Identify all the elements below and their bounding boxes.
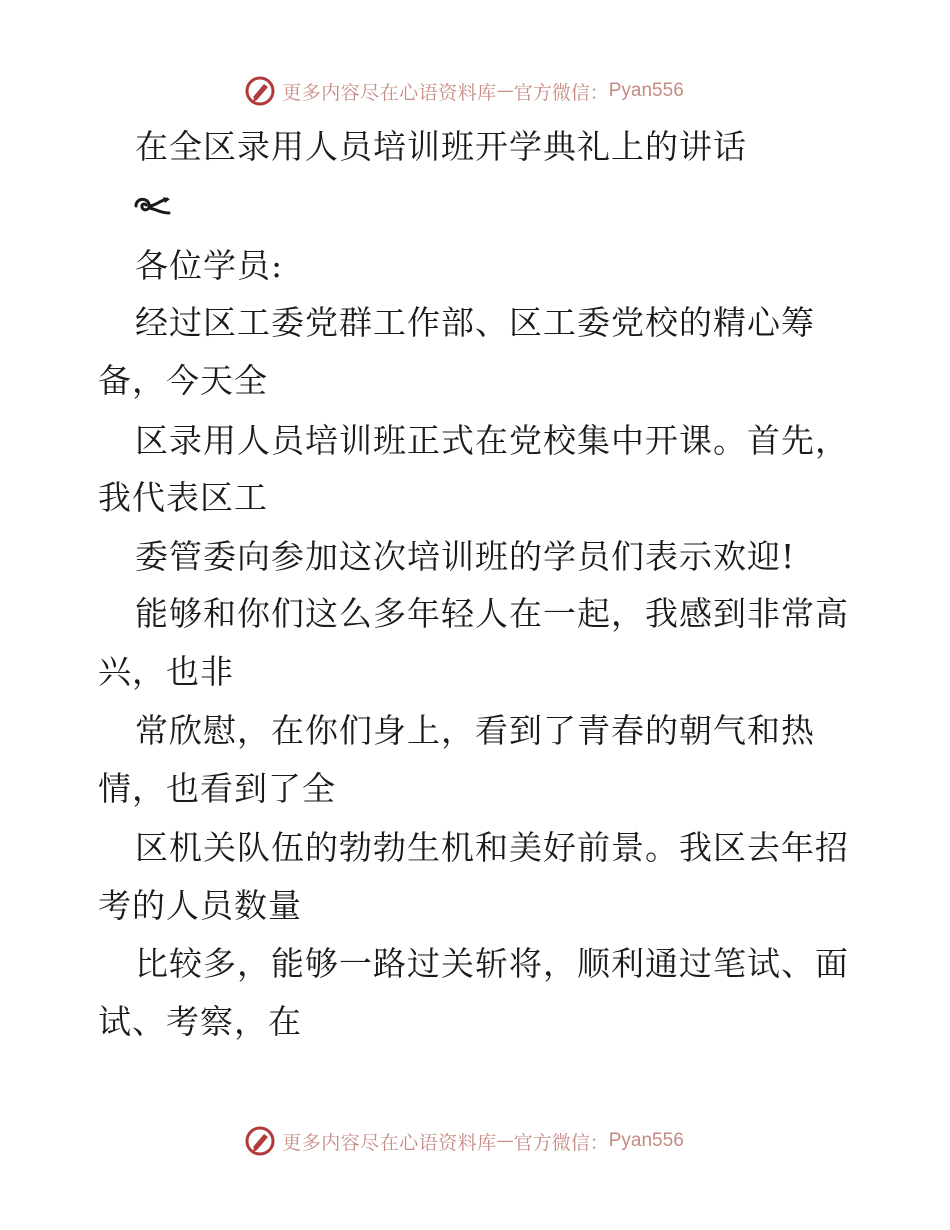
paragraph-line: 考的人员数量 bbox=[98, 886, 302, 925]
logo-icon bbox=[244, 1125, 276, 1157]
header-watermark bbox=[0, 71, 950, 111]
paragraph-line: 备，今天全 bbox=[98, 361, 268, 400]
paragraph-line: 经过区工委党群工作部、区工委党校的精心筹 bbox=[135, 303, 815, 342]
watermark-slogan: 更多内容尽在心语资料库 bbox=[282, 81, 497, 104]
watermark-wechat-id: Pyan556 bbox=[608, 80, 684, 101]
paragraph-line: 区机关队伍的勃勃生机和美好前景。我区去年招 bbox=[135, 828, 849, 867]
ornament-icon bbox=[133, 193, 173, 219]
paragraph-line: 能够和你们这么多年轻人在一起，我感到非常高 bbox=[135, 594, 849, 633]
watermark-wechat-label: 官方微信： bbox=[513, 81, 609, 104]
paragraph-line: 兴，也非 bbox=[98, 652, 234, 691]
paragraph-line: 区录用人员培训班正式在党校集中开课。首先， bbox=[135, 421, 849, 460]
watermark-wechat-label: 官方微信： bbox=[513, 1131, 609, 1154]
paragraph-line: 我代表区工 bbox=[98, 478, 268, 517]
paragraph-line: 比较多，能够一路过关斩将，顺利通过笔试、面 bbox=[135, 944, 849, 983]
watermark-separator: — bbox=[496, 1131, 514, 1151]
logo-icon bbox=[244, 75, 276, 107]
watermark-slogan: 更多内容尽在心语资料库 bbox=[282, 1131, 497, 1154]
watermark-separator: — bbox=[496, 81, 514, 101]
paragraph-line: 情，也看到了全 bbox=[98, 769, 336, 808]
watermark-wechat-id: Pyan556 bbox=[608, 1130, 684, 1151]
salutation: 各位学员: bbox=[135, 246, 284, 285]
paragraph-line: 委管委向参加这次培训班的学员们表示欢迎! bbox=[135, 537, 796, 576]
document-title: 在全区录用人员培训班开学典礼上的讲话 bbox=[135, 127, 747, 166]
paragraph-line: 试、考察，在 bbox=[98, 1002, 302, 1041]
paragraph-line: 常欣慰，在你们身上，看到了青春的朝气和热 bbox=[135, 711, 815, 750]
footer-watermark bbox=[0, 1121, 950, 1161]
